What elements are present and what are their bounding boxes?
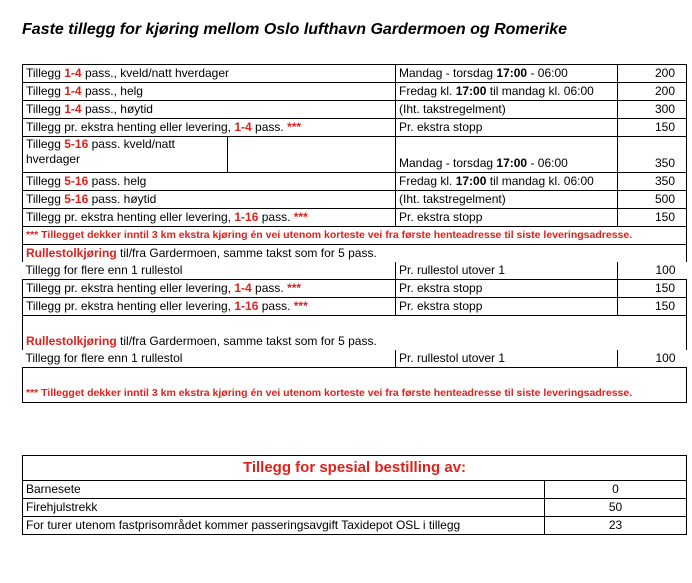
row-period: Fredag kl. 17:00 til mandag kl. 06:00 — [396, 83, 618, 101]
note-row — [23, 385, 687, 403]
table-row — [23, 173, 687, 191]
row-label: Tillegg pr. ekstra henting eller levering, 1-4 pass. *** — [23, 119, 396, 137]
spacer-row — [23, 316, 687, 334]
note-row — [23, 227, 687, 245]
row-label: Tillegg pr. ekstra henting eller levering, 1-16 pass. *** — [23, 298, 396, 316]
footnote: *** Tillegget dekker inntil 3 km ekstra kjøring én vei utenom korteste vei fra første henteadresse til siste leveringsadresse. — [23, 227, 687, 245]
wheelchair-heading: Rullestolkjøring til/fra Gardermoen, samme takst som for 5 pass. — [23, 245, 687, 263]
row-period: Pr. rullestol utover 1 — [396, 262, 618, 280]
special-label: Barnesete — [23, 481, 545, 499]
row-label: Tillegg pr. ekstra henting eller levering, 1-16 pass. *** — [23, 209, 396, 227]
row-period: (Iht. takstregelment) — [396, 191, 618, 209]
table-row — [23, 137, 687, 173]
special-price: 0 — [545, 481, 687, 499]
row-price: 200 — [618, 83, 687, 101]
table-row — [23, 368, 687, 386]
table-row — [23, 101, 687, 119]
row-label: Tillegg pr. ekstra henting eller levering, 1-4 pass. *** — [23, 280, 396, 298]
table-row — [23, 262, 687, 280]
row-period: Mandag - torsdag 17:00 - 06:00 — [396, 137, 618, 173]
row-price: 350 — [618, 137, 687, 173]
row-label: Tillegg 1-4 pass., helg — [23, 83, 396, 101]
row-price: 300 — [618, 101, 687, 119]
table-row — [23, 209, 687, 227]
table-row — [23, 481, 687, 499]
row-label: Tillegg 5-16 pass. helg — [23, 173, 396, 191]
table-row — [23, 280, 687, 298]
row-period: Fredag kl. 17:00 til mandag kl. 06:00 — [396, 173, 618, 191]
spacer-row — [23, 368, 687, 386]
row-label: Tillegg for flere enn 1 rullestol — [23, 262, 396, 280]
special-header-row — [23, 456, 687, 481]
row-price: 150 — [618, 209, 687, 227]
row-period: Pr. ekstra stopp — [396, 119, 618, 137]
row-price: 100 — [618, 262, 687, 280]
surcharge-table — [22, 64, 687, 403]
special-label: For turer utenom fastprisområdet kommer passeringsavgift Taxidepot OSL i tillegg — [23, 517, 545, 535]
table-row — [23, 65, 687, 83]
row-label: Tillegg 1-4 pass., høytid — [23, 101, 396, 119]
row-period: Pr. rullestol utover 1 — [396, 350, 618, 368]
table-row — [23, 350, 687, 368]
row-price: 150 — [618, 119, 687, 137]
special-label: Firehjulstrekk — [23, 499, 545, 517]
row-period: (Iht. takstregelment) — [396, 101, 618, 119]
row-spacer — [228, 137, 396, 173]
row-period: Pr. ekstra stopp — [396, 280, 618, 298]
special-header: Tillegg for spesial bestilling av: — [23, 456, 687, 481]
table-row — [23, 499, 687, 517]
table-row — [23, 83, 687, 101]
row-price: 200 — [618, 65, 687, 83]
table-row — [23, 333, 687, 350]
row-period: Pr. ekstra stopp — [396, 298, 618, 316]
wheelchair-heading: Rullestolkjøring til/fra Gardermoen, samme takst som for 5 pass. — [23, 333, 687, 350]
page-title: Faste tillegg for kjøring mellom Oslo lufthavn Gardermoen og Romerike — [22, 21, 567, 38]
row-price: 500 — [618, 191, 687, 209]
row-price: 100 — [618, 350, 687, 368]
special-price: 50 — [545, 499, 687, 517]
row-period: Pr. ekstra stopp — [396, 209, 618, 227]
table-row — [23, 245, 687, 263]
row-label: Tillegg 1-4 pass., kveld/natt hverdager — [23, 65, 396, 83]
table-row — [23, 316, 687, 334]
row-label: Tillegg 5-16 pass. høytid — [23, 191, 396, 209]
row-price: 150 — [618, 280, 687, 298]
footnote: *** Tillegget dekker inntil 3 km ekstra kjøring én vei utenom korteste vei fra første henteadresse til siste leveringsadresse. — [23, 385, 687, 403]
row-label: Tillegg 5-16 pass. kveld/natt hverdager — [23, 137, 228, 173]
row-price: 350 — [618, 173, 687, 191]
special-price: 23 — [545, 517, 687, 535]
table-row — [23, 517, 687, 535]
row-label: Tillegg for flere enn 1 rullestol — [23, 350, 396, 368]
row-price: 150 — [618, 298, 687, 316]
table-row — [23, 191, 687, 209]
special-order-table — [22, 455, 687, 535]
table-row — [23, 298, 687, 316]
table-row — [23, 119, 687, 137]
row-period: Mandag - torsdag 17:00 - 06:00 — [396, 65, 618, 83]
